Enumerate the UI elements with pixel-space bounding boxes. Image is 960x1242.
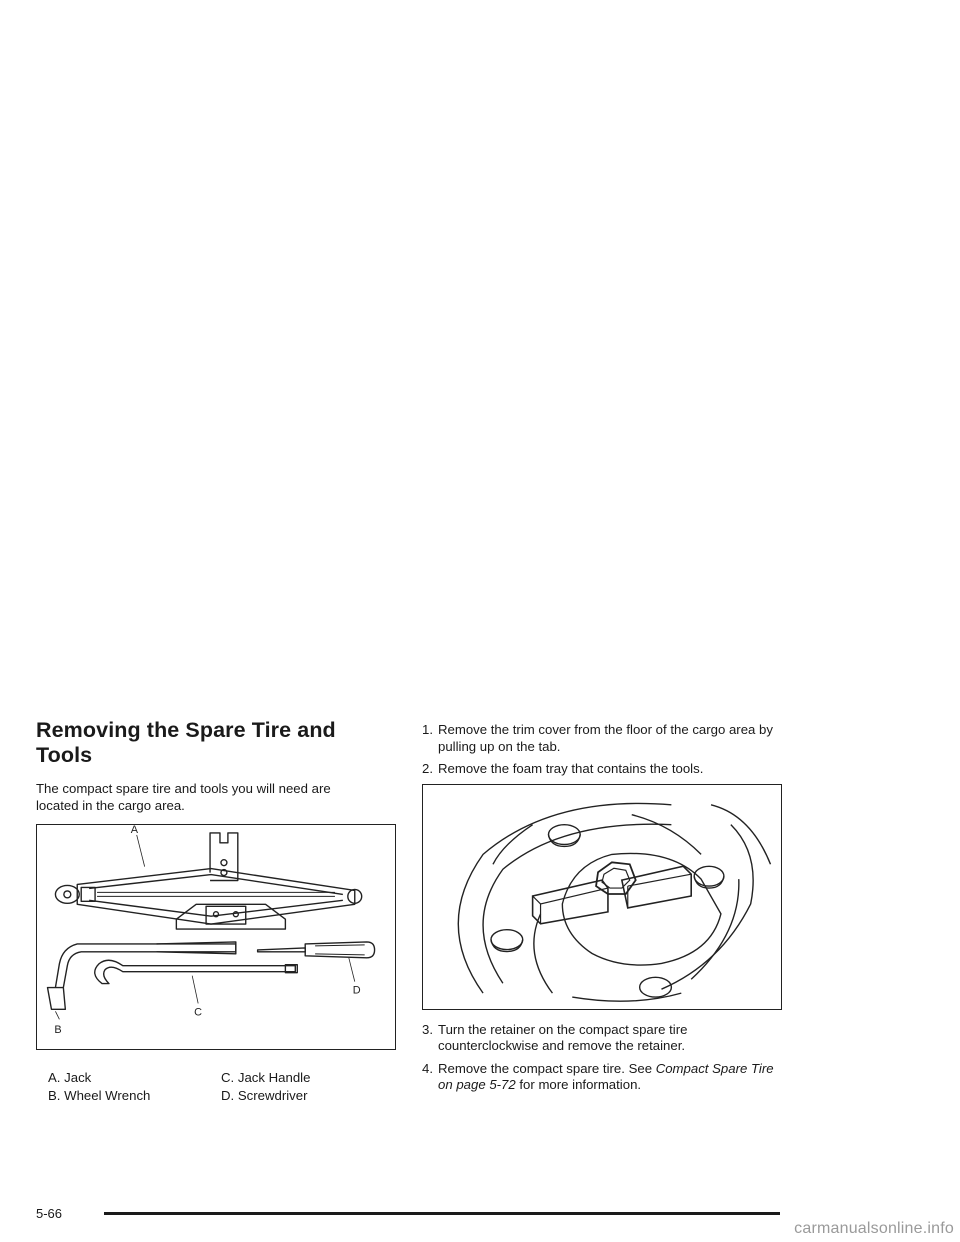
legend-item-jack: [48, 1069, 221, 1087]
jack-and-tools-drawing: [37, 825, 395, 1049]
tools-illustration: [36, 824, 396, 1050]
left-column: [36, 718, 396, 1104]
step-item: [422, 1022, 782, 1055]
legend-text: Jack Handle: [237, 1070, 311, 1085]
legend-item-wheel-wrench: [48, 1087, 221, 1105]
step-text-before: Remove the compact spare tire. See: [438, 1060, 656, 1076]
spare-tire-retainer-drawing: [423, 785, 781, 1009]
callout-d: D: [352, 984, 361, 997]
step-number: 3.: [422, 1021, 433, 1037]
step-item: [422, 722, 782, 755]
section-title: Removing the Spare Tire and Tools: [36, 718, 336, 767]
watermark: carmanualsonline.info: [794, 1220, 954, 1237]
legend-text: Screwdriver: [237, 1087, 308, 1103]
step-text: Turn the retainer on the compact spare tire counterclockwise and remove the retainer.: [438, 1021, 688, 1053]
step-text: Remove the trim cover from the floor of the cargo area by pulling up on the tab.: [438, 722, 773, 754]
intro-paragraph: The compact spare tire and tools you will need are located in the cargo area.: [36, 781, 331, 813]
legend-letter: A.: [48, 1070, 61, 1085]
legend-letter: B.: [48, 1087, 61, 1103]
step-number: 2.: [422, 761, 433, 776]
legend-text: Wheel Wrench: [64, 1087, 151, 1103]
step-item: [422, 761, 782, 778]
legend-item-screwdriver: [221, 1087, 401, 1105]
step-item: [422, 1061, 782, 1094]
legend-item-jack-handle: [221, 1069, 401, 1087]
footer-divider: [104, 1212, 780, 1215]
steps-list-bottom: [422, 1022, 782, 1094]
step-text-after: for more information.: [515, 1077, 642, 1092]
legend-letter: D.: [221, 1087, 235, 1103]
legend-text: Jack: [64, 1070, 92, 1085]
cross-reference-link[interactable]: Compact Spare Tire on page 5-72: [438, 1060, 774, 1092]
tools-legend: [36, 1069, 396, 1104]
callout-c: C: [194, 1006, 203, 1019]
callout-a: A: [130, 825, 139, 836]
legend-letter: C.: [221, 1070, 235, 1085]
callout-b: B: [54, 1024, 62, 1037]
page-number: 5-66: [36, 1206, 63, 1221]
step-number: 1.: [422, 722, 433, 737]
step-text: Remove the foam tray that contains the tools.: [438, 761, 704, 776]
step-number: 4.: [422, 1060, 433, 1076]
right-column: [422, 722, 782, 1100]
steps-list-top: [422, 722, 782, 778]
spare-tire-illustration: [422, 784, 782, 1010]
